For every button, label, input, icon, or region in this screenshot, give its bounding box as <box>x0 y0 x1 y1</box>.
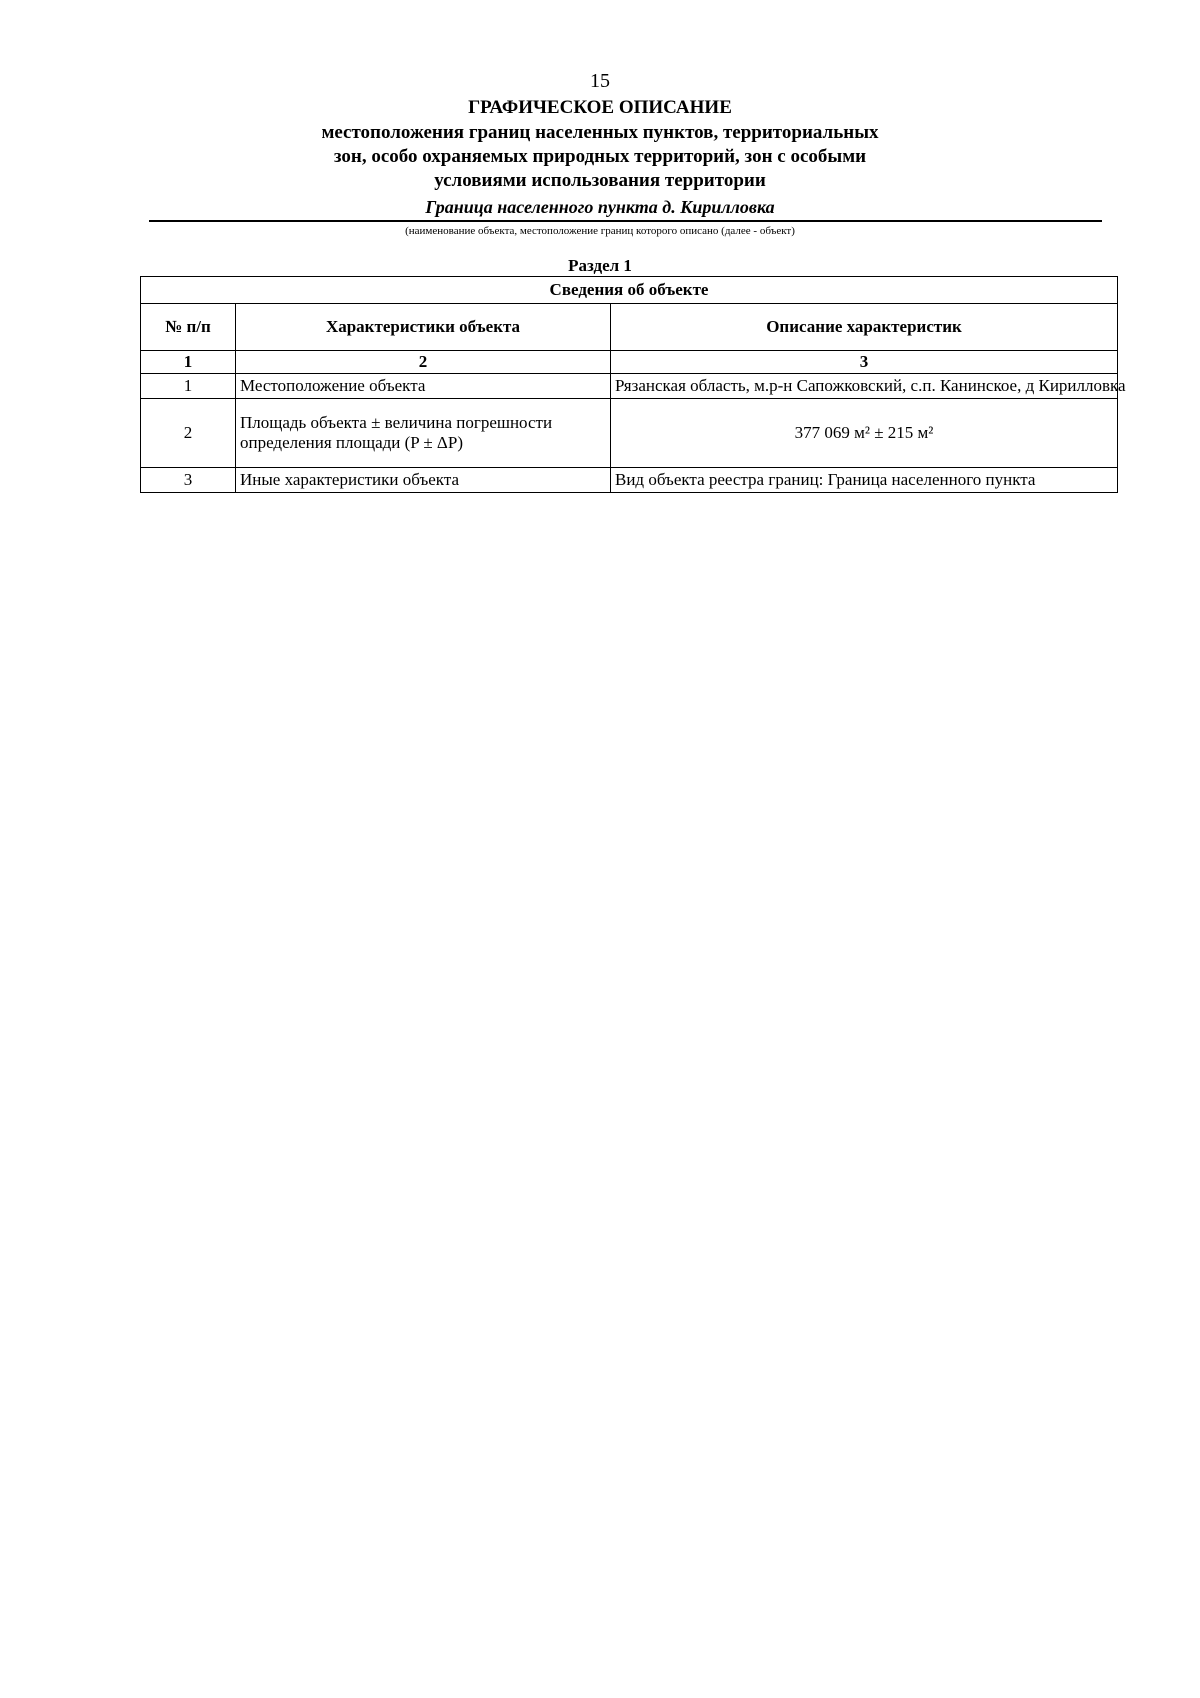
document-title: ГРАФИЧЕСКОЕ ОПИСАНИЕ <box>468 97 732 118</box>
column-number-2: 2 <box>236 351 611 374</box>
table-row <box>141 399 1118 468</box>
row-characteristic: Площадь объекта ± величина погрешности определения площади (P ± ΔP) <box>236 399 611 468</box>
object-name: Граница населенного пункта д. Кирилловка <box>425 197 775 217</box>
row-description: Вид объекта реестра границ: Граница населенного пункта <box>611 468 1118 493</box>
document-subtitle <box>300 121 900 193</box>
row-description: Рязанская область, м.р-н Сапожковский, с.п. Канинское, д Кирилловка <box>611 374 1118 399</box>
header-no: № п/п <box>141 304 236 351</box>
subtitle-line-1: местоположения границ населенных пунктов, территориальных <box>321 122 879 143</box>
object-name-underline <box>149 220 1102 222</box>
row-characteristic: Иные характеристики объекта <box>236 468 611 493</box>
subtitle-line-2: зон, особо охраняемых природных территорий, зон с особыми <box>333 146 867 167</box>
row-description: 377 069 м² ± 215 м² <box>611 399 1118 468</box>
object-info-table <box>140 276 1126 493</box>
row-number: 2 <box>141 399 236 468</box>
column-number-3: 3 <box>611 351 1118 374</box>
table-caption-row <box>141 277 1118 304</box>
object-caption: (наименование объекта, местоположение границ которого описано (далее - объект) <box>405 225 795 237</box>
column-number-row <box>141 351 1118 374</box>
row-characteristic: Местоположение объекта <box>236 374 611 399</box>
page-number: 15 <box>590 70 610 92</box>
column-number-1: 1 <box>141 351 236 374</box>
header-characteristics: Характеристики объекта <box>236 304 611 351</box>
table-row <box>141 468 1118 493</box>
header-description: Описание характеристик <box>611 304 1118 351</box>
row-number: 3 <box>141 468 236 493</box>
table-row <box>141 374 1118 399</box>
table-header-row <box>141 304 1118 351</box>
subtitle-line-3: условиями использования территории <box>434 170 766 191</box>
section-title: Раздел 1 <box>568 256 632 275</box>
table-caption: Сведения об объекте <box>141 277 1118 304</box>
row-number: 1 <box>141 374 236 399</box>
